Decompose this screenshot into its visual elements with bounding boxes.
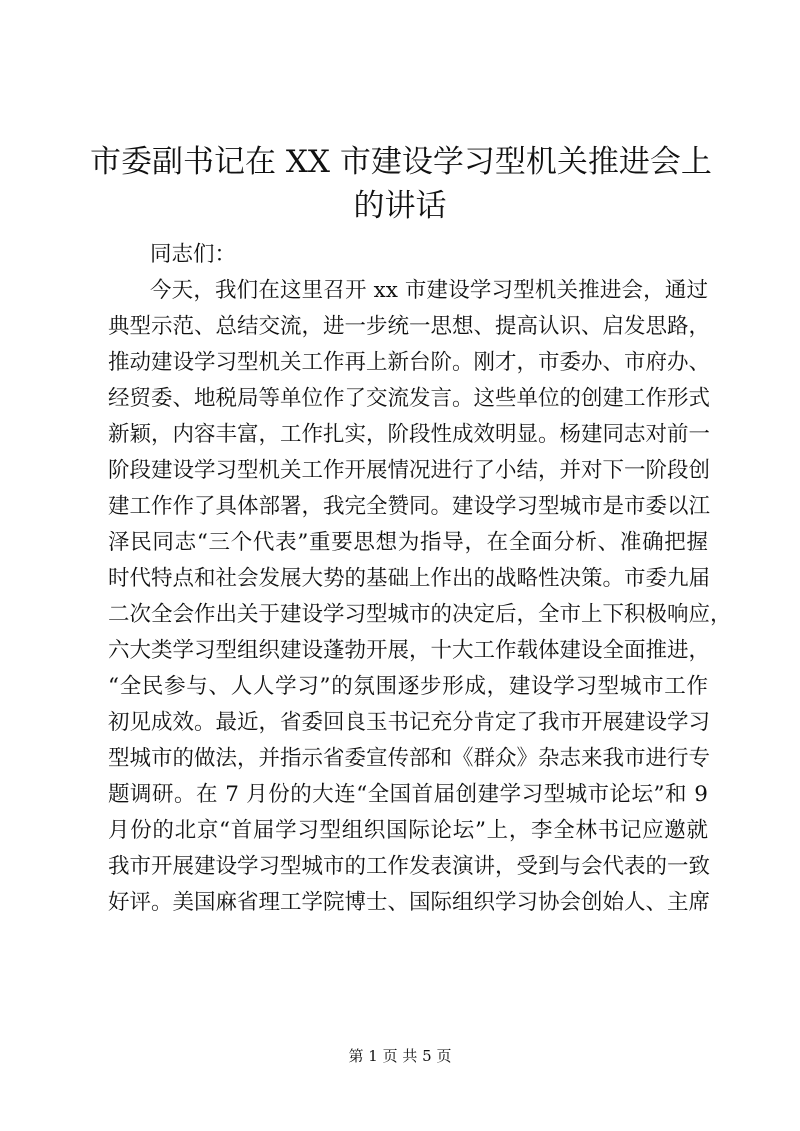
body-line-15: 题调研。在 7 月份的大连“全国首届创建学习型城市论坛”和 9 [108,782,708,807]
title-line-1: 市委副书记在 XX 市建设学习型机关推进会上 [90,144,712,180]
title-line-2: 的讲话 [353,188,447,224]
body-line-11: 六大类学习型组织建设蓬勃开展，十大工作载体建设全面推进， [108,638,711,663]
body-line-4: 经贸委、地税局等单位作了交流发言。这些单位的创建工作形式 [108,386,711,411]
page-footer [0,1046,800,1066]
body-line-1: 今天，我们在这里召开 xx 市建设学习型机关推进会，通过 [150,278,708,303]
body-line-3: 推动建设学习型机关工作再上新台阶。刚才，市委办、市府办、 [108,350,711,375]
body-line-6: 阶段建设学习型机关工作开展情况进行了小结，并对下一阶段创 [108,458,711,483]
body-line-12: “全民参与、人人学习”的氛围逐步形成，建设学习型城市工作 [108,674,708,699]
body-line-7: 建工作作了具体部署，我完全赞同。建设学习型城市是市委以江 [108,494,711,519]
body-line-14: 型城市的做法，并指示省委宣传部和《群众》杂志来我市进行专 [108,746,711,771]
salutation: 同志们： [150,242,237,267]
body-line-2: 典型示范、总结交流，进一步统一思想、提高认识、启发思路， [108,314,711,339]
page-number: 第 1 页 共 5 页 [348,1047,452,1065]
body-line-16: 月份的北京“首届学习型组织国际论坛”上，李全林书记应邀就 [108,818,708,843]
body-line-13: 初见成效。最近，省委回良玉书记充分肯定了我市开展建设学习 [108,710,711,735]
body-line-10: 二次全会作出关于建设学习型城市的决定后，全市上下积极响应， [108,602,732,627]
body-line-9: 时代特点和社会发展大势的基础上作出的战略性决策。市委九届 [108,566,711,591]
body-line-18: 好评。美国麻省理工学院博士、国际组织学习协会创始人、主席 [108,890,711,915]
body-line-17: 我市开展建设学习型城市的工作发表演讲，受到与会代表的一致 [108,854,711,879]
body-line-8: 泽民同志“三个代表”重要思想为指导，在全面分析、准确把握 [108,530,708,555]
document-title [90,140,710,228]
body-line-5: 新颖，内容丰富，工作扎实，阶段性成效明显。杨建同志对前一 [108,422,711,447]
